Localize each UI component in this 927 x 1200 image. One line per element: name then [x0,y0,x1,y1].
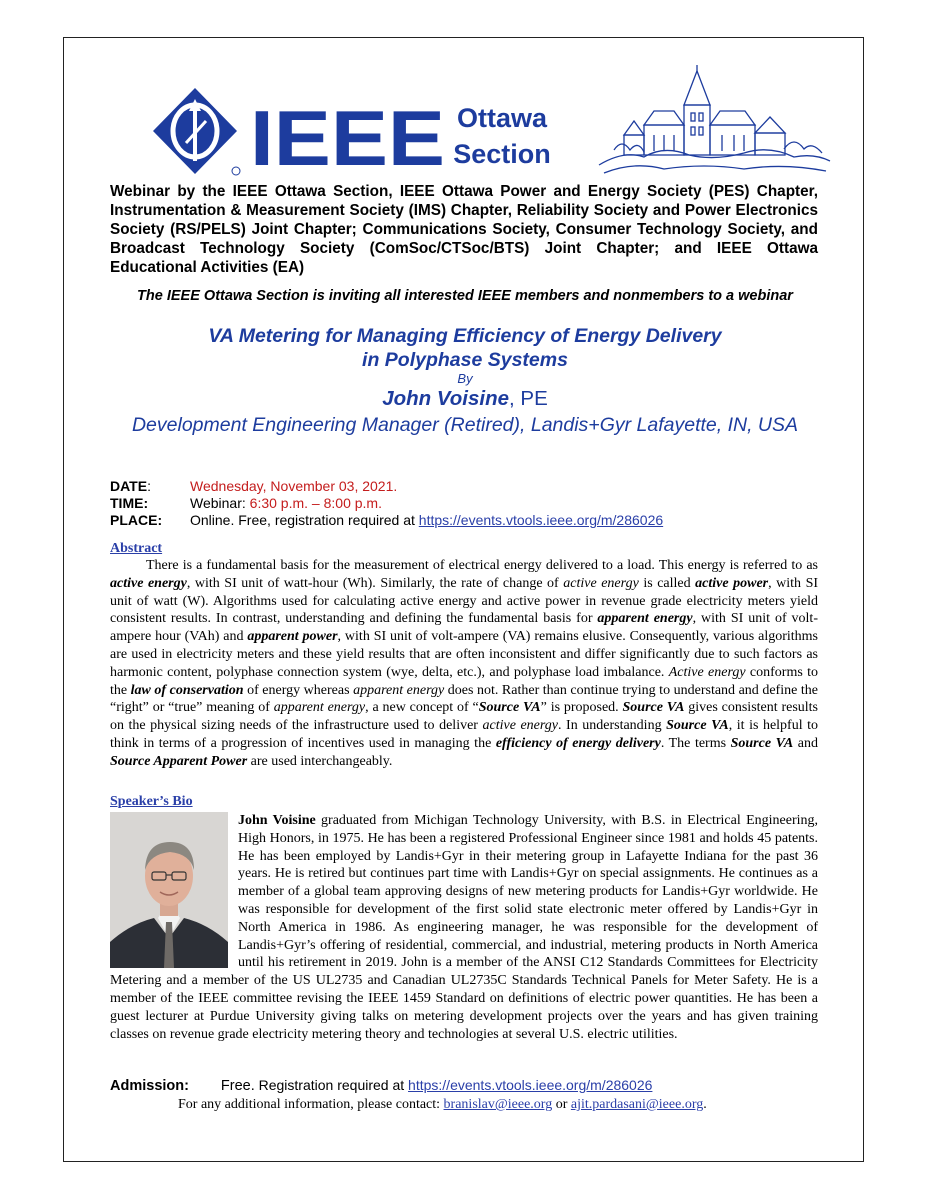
talk-title-line1: VA Metering for Managing Efficiency of Energy Delivery [208,325,722,347]
abstract-heading: Abstract [110,541,163,556]
speaker-credential: , PE [509,387,548,410]
talk-title [80,324,850,372]
talk-title-line2: in Polyphase Systems [362,349,568,371]
bio-heading: Speaker’s Bio [110,794,193,809]
time-row [110,495,663,512]
admission-text: Registration required at [254,1077,409,1093]
abstract-text: There is a fundamental basis for the measurement of electrical energy delivered to a load. This energy is referred to as active energy, with SI unit of watt-hour (Wh). Similarly, the rate of change of active energy is called active power, with SI unit of watt (W). Algorithms used for calculating active energy and active power in revenue grade electricity meters yield consistent results. In contrast, understanding and defining the fundamental basis for apparent energy, with SI unit of volt-ampere hour (VAh) and apparent power, with SI unit of volt-ampere (VA) remains elusive. Consequently, various algorithms are used in electricity meters and these yield results that are often inconsistent and differ significantly due to such factors as harmonic content, polyphase connection system (wye, delta, etc.), and polyphase load imbalance. Active energy conforms to the law of conservation of energy whereas apparent energy does not. Rather than continue trying to understand and define the “right” or “true” meaning of apparent energy, a new concept of “Source VA” is proposed. Source VA gives consistent results on the physical sizing needs of the infrastructure used to deliver active energy. In understanding Source VA, it is helpful to think in terms of a progression of incentives used in managing the efficiency of energy delivery. The terms Source VA and Source Apparent Power are used interchangeably. [110,558,819,769]
admission-label: Admission: [110,1078,189,1094]
invitation-line: The IEEE Ottawa Section is inviting all interested IEEE members and nonmembers to a webinar [137,288,793,304]
ieee-wordmark: IEEE [250,94,445,180]
date-label: DATE: [110,478,151,494]
bio-name: John Voisine [238,813,316,828]
bio-body: graduated from Michigan Technology University, with B.S. in Electrical Engineering, High Honors, in 1975. He has been a registered Professional Engineer since 1981 and holds 45 patents. He has been employed by Landis+Gyr in their metering group in Lafayette Indiana for the past 36 years. He is retired but continues part time with Landis+Gyr on special assignments. He continues as a member of a global team approving designs of new metering products for Landis+Gyr worldwide. He was responsible for development of the first solid state electronic meter offered by Landis+Gyr in North America in 1986. As engineering manager, he was responsible for the development of Landis+Gyr’s offering of residential, commercial, and industrial, metering products in North America until his retirement in 2019. John is a member of the ANSI C12 Standards Committees for Electricity Metering and a member of the US UL2735 and Canadian UL2735C Standards Technical Panels for Meter Safety. He is a member of the IEEE committee revising the IEEE 1459 Standard on definitions of electric power quantities. He has been a guest lecturer at Purdue University giving talks on metering development projects over the years and has given training classes on revenue grade electricity metering theory and technologies at several U.S. electric utilities. [110,813,818,1042]
place-row [110,512,663,529]
place-value: Online. Free, registration required at https://events.vtools.ieee.org/m/286026 [190,512,664,528]
admission-line [110,1077,652,1094]
contact-line: For any additional information, please contact: branislav@ieee.org or ajit.pardasani@ieee.org. [178,1097,707,1112]
ieee-diamond-icon [153,88,240,175]
place-label: PLACE: [110,512,163,528]
speaker-line [80,387,850,411]
speaker-role: Development Engineering Manager (Retired), Landis+Gyr Lafayette, IN, USA [131,414,799,436]
contact-email-ajit[interactable]: ajit.pardasani@ieee.org [570,1097,704,1112]
ieee-ottawa-logo [150,85,570,180]
parliament-illustration [594,65,834,175]
ottawa-label: Ottawa [456,103,548,133]
contact-email-branislav[interactable]: branislav@ieee.org [443,1097,553,1112]
section-label: Section [453,139,551,169]
admission-registration-link[interactable]: https://events.vtools.ieee.org/m/286026 [408,1077,653,1093]
speaker-name: John Voisine [382,387,510,410]
speaker-photo [110,812,228,968]
registration-link[interactable]: https://events.vtools.ieee.org/m/286026 [418,512,664,528]
by-line: By [457,371,473,386]
time-value: Webinar: 6:30 p.m. – 8:00 p.m. [190,495,382,511]
date-row [110,478,663,495]
admission-free: Free. [220,1078,255,1094]
organizers-intro: Webinar by the IEEE Ottawa Section, IEEE Ottawa Power and Energy Society (PES) Chapter, Instrumentation & Measurement Society (IMS) Chapter, Reliability Society and Power Electronics Society (RS/PELS) Joint Chapter; Communications Society, Consumer Technology Society, and Broadcast Technology Society (ComSoc/CTSoc/BTS) Joint Chapter; and IEEE Ottawa Educational Activities (EA) [110,183,818,276]
event-details [110,478,663,529]
time-label: TIME: [110,495,149,511]
date-value: Wednesday, November 03, 2021. [190,478,398,494]
